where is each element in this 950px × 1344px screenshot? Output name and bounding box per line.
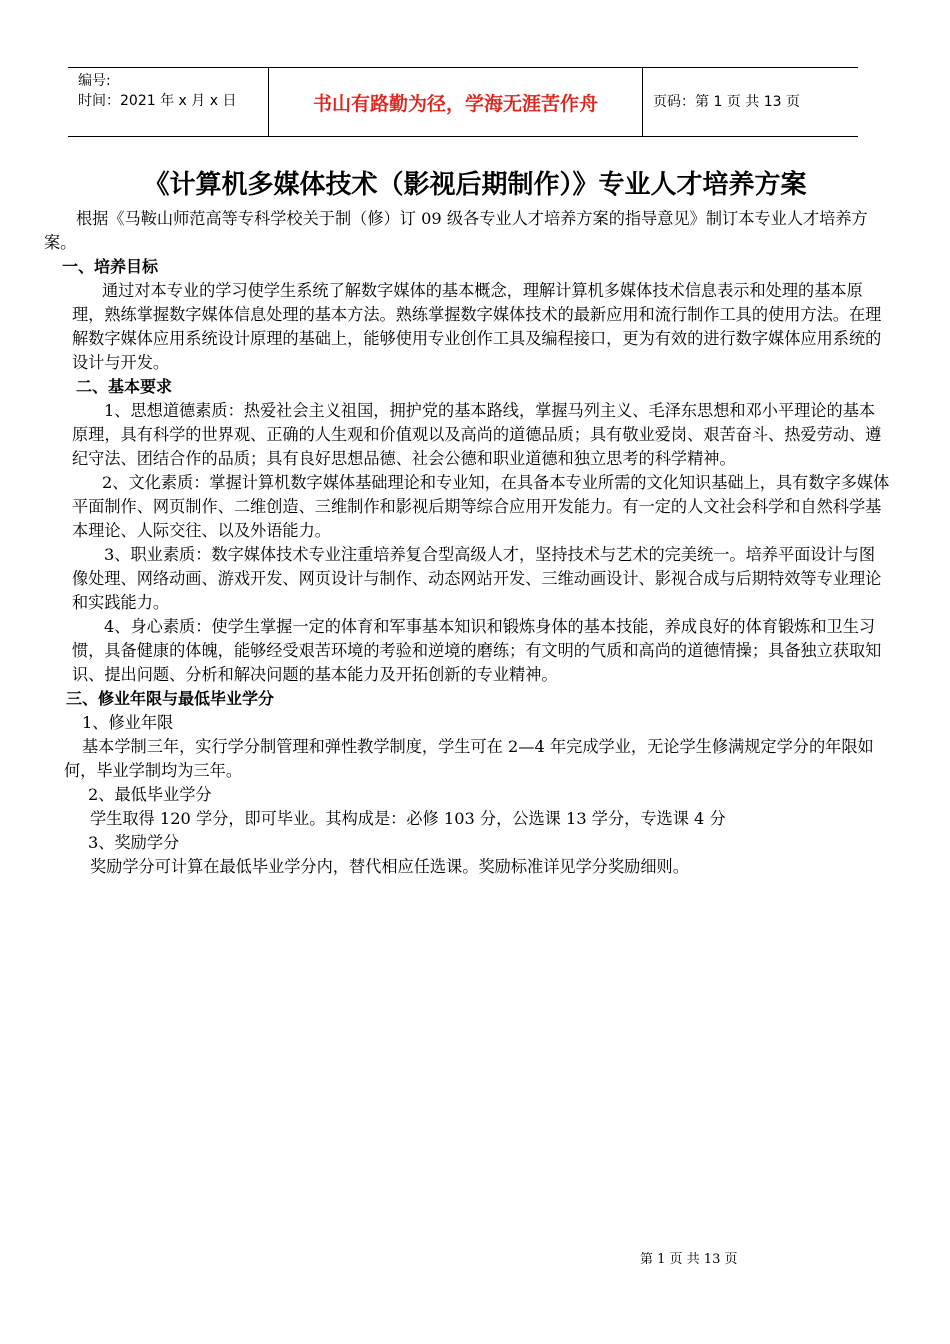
serial-number-label: 编号:: [78, 73, 111, 89]
page-footer-number: 第 1 页 共 13 页: [640, 1252, 738, 1267]
requirement-culture: 2、文化素质：掌握计算机数字媒体基础理论和专业知，在具备本专业所需的文化知识基础上，具有数字多媒体平面制作、网页制作、二维创造、三维制作和影视后期等综合应用开发能力。有一定的人文社会科学和自然科学基本理论、人际交往、以及外语能力。: [72, 473, 890, 540]
page-header: [68, 67, 858, 137]
section-heading-years-credits: 三、修业年限与最低毕业学分: [66, 689, 275, 708]
date-label: 时间：2021 年 x 月 x 日: [78, 93, 237, 109]
document-title: 《计算机多媒体技术（影视后期制作）》专业人才培养方案: [143, 170, 807, 200]
bonus-credits-paragraph: 奖励学分可计算在最低毕业学分内，替代相应任选课。奖励标准详见学分奖励细则。: [90, 857, 689, 876]
subheading-study-years: 1、修业年限: [82, 713, 174, 732]
subheading-min-credits: 2、最低毕业学分: [88, 785, 212, 804]
document-body: [44, 207, 890, 879]
section-heading-requirements: 二、基本要求: [76, 377, 173, 396]
motto-text: 书山有路勤为径，学海无涯苦作舟: [312, 92, 598, 115]
section-heading-goals: 一、培养目标: [62, 257, 159, 276]
requirement-professional: 3、职业素质：数字媒体技术专业注重培养复合型高级人才，坚持技术与艺术的完美统一。培养平面设计与图像处理、网络动画、游戏开发、网页设计与制作、动态网站开发、三维动画设计、影视合成与后期特效等专业理论和实践能力。: [72, 545, 882, 612]
header-page-cell: [643, 68, 858, 136]
min-credits-paragraph: 学生取得 120 学分，即可毕业。其构成是：必修 103 分，公选课 13 学分，专选课 4 分: [90, 809, 726, 828]
study-years-paragraph: 基本学制三年，实行学分制管理和弹性教学制度，学生可在 2—4 年完成学业，无论学生修满规定学分的年限如何，毕业学制均为三年。: [64, 737, 874, 780]
requirement-physical: 4、身心素质：使学生掌握一定的体育和军事基本知识和锻炼身体的基本技能，养成良好的体育锻炼和卫生习惯，具备健康的体魄，能够经受艰苦环境的考验和逆境的磨练；有文明的气质和高尚的道德情操；具备独立获取知识、提出问题、分析和解决问题的基本能力及开拓创新的专业精神。: [72, 617, 882, 684]
subheading-bonus-credits: 3、奖励学分: [88, 833, 180, 852]
intro-paragraph: 根据《马鞍山师范高等专科学校关于制（修）订 09 级各专业人才培养方案的指导意见》制订本专业人才培养方案。: [44, 209, 868, 252]
header-motto-cell: [269, 68, 643, 136]
header-meta-cell: [68, 68, 269, 136]
goals-paragraph: 通过对本专业的学习使学生系统了解数字媒体的基本概念，理解计算机多媒体技术信息表示和处理的基本原理，熟练掌握数字媒体信息处理的基本方法。熟练掌握数字媒体技术的最新应用和流行制作工具的使用方法。在理解数字媒体应用系统设计原理的基础上，能够使用专业创作工具及编程接口，更为有效的进行数字媒体应用系统的设计与开发。: [72, 281, 882, 372]
requirement-moral: 1、思想道德素质：热爱社会主义祖国，拥护党的基本路线，掌握马列主义、毛泽东思想和邓小平理论的基本原理，具有科学的世界观、正确的人生观和价值观以及高尚的道德品质；具有敬业爱岗、艰苦奋斗、热爱劳动、遵纪守法、团结合作的品质；具有良好思想品德、社会公德和职业道德和独立思考的科学精神。: [72, 401, 882, 468]
header-page-info: 页码：第 1 页 共 13 页: [653, 94, 800, 110]
